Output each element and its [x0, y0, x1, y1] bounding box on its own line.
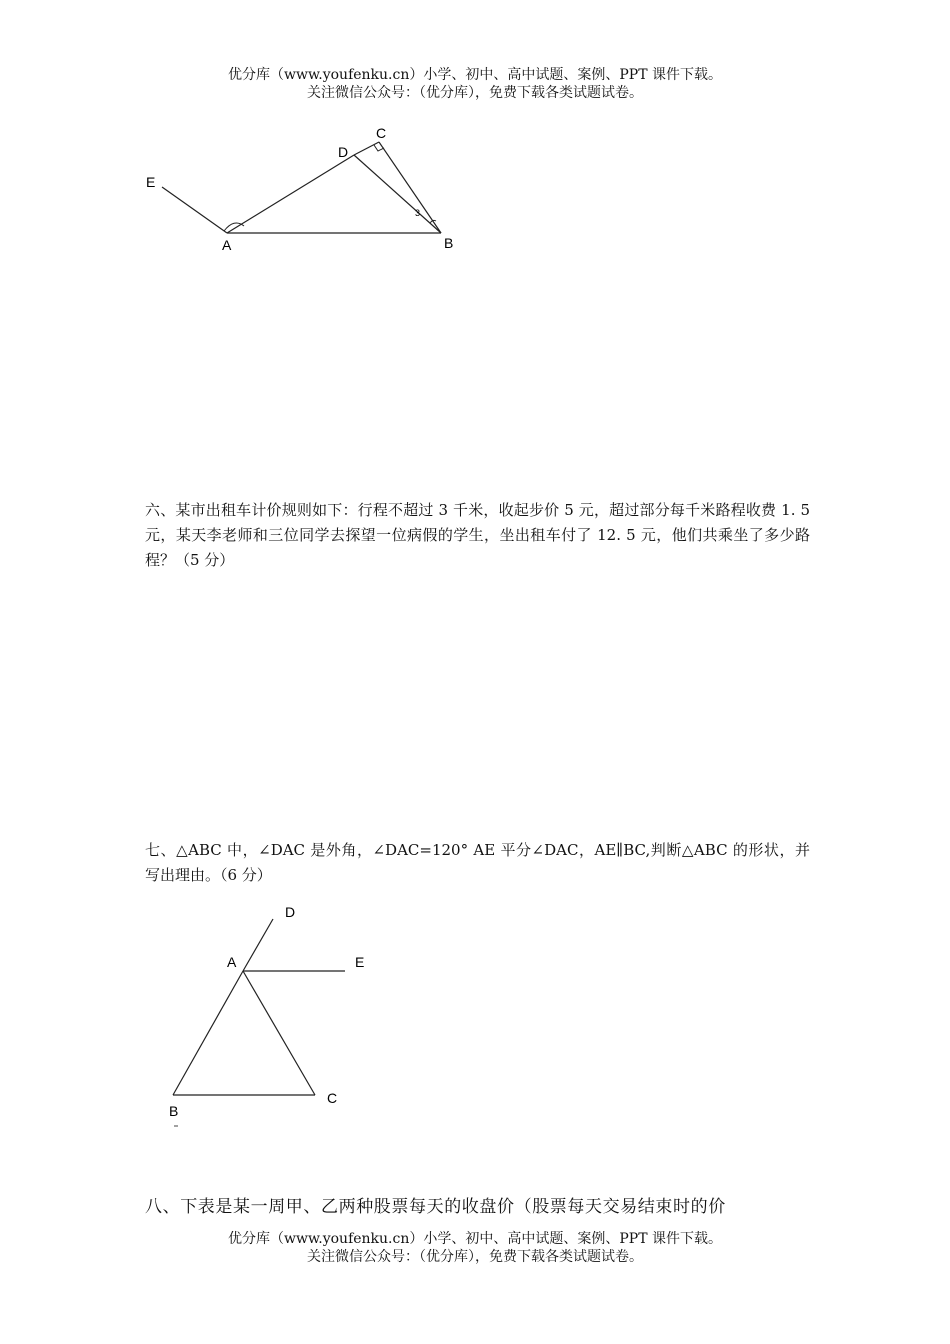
label-c: C — [327, 1090, 338, 1106]
label-b: B — [169, 1103, 179, 1119]
header-line-1: 优分库（www.youfenku.cn）小学、初中、高中试题、案例、PPT 课件下载。 — [227, 67, 722, 83]
segment-ad — [243, 919, 273, 971]
figure-2 — [150, 898, 390, 1130]
footer-line-1: 优分库（www.youfenku.cn）小学、初中、高中试题、案例、PPT 课件下载。 — [227, 1231, 722, 1247]
figure-2-svg — [150, 898, 390, 1130]
label-d: D — [285, 904, 296, 920]
question-8: 八、下表是某一周甲、乙两种股票每天的收盘价（股票每天交易结束时的价 — [145, 1197, 726, 1217]
page-header — [0, 66, 950, 102]
question-6: 六、某市出租车计价规则如下：行程不超过 3 千米，收起步价 5 元，超过部分每千米路程收费 1. 5 元，某天李老师和三位同学去探望一位病假的学生，坐出租车付了 12. 5 元，他们共乘坐了多少路程？（5 分） — [145, 501, 810, 569]
figure-1 — [138, 120, 478, 260]
segment-ad — [227, 155, 354, 233]
segment-cb — [379, 142, 441, 233]
label-b: B — [444, 235, 454, 251]
segment-ea — [162, 187, 227, 233]
segment-dc — [354, 142, 379, 155]
label-c: C — [376, 125, 387, 141]
label-e: E — [146, 174, 156, 190]
segment-ac — [243, 971, 315, 1095]
question-7: 七、△ABC 中，∠DAC 是外角，∠DAC=120° AE 平分∠DAC，AE∥BC,判断△ABC 的形状，并写出理由。（6 分） — [145, 841, 810, 884]
page-footer — [0, 1230, 950, 1266]
angle-arc-a — [224, 223, 244, 231]
figure-1-svg — [138, 120, 478, 260]
segment-db — [354, 155, 441, 233]
label-angle-3: 3 — [415, 208, 421, 218]
segment-ab — [173, 971, 243, 1095]
label-d: D — [338, 144, 349, 160]
label-a: A — [227, 954, 237, 970]
footer-line-2: 关注微信公众号：（优分库），免费下载各类试题试卷。 — [307, 1249, 643, 1265]
label-e: E — [355, 954, 365, 970]
label-a: A — [222, 237, 232, 253]
header-line-2: 关注微信公众号：（优分库），免费下载各类试题试卷。 — [307, 85, 643, 101]
